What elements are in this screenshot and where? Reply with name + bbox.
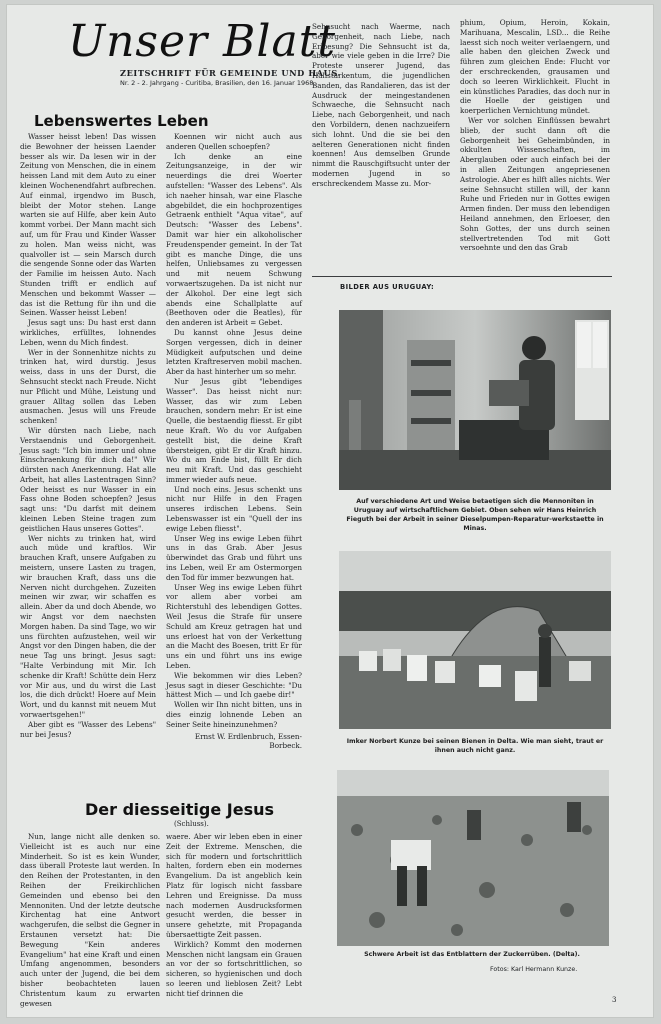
article-column-3 bbox=[312, 22, 450, 272]
gallery-label: BILDER AUS URUGUAY: bbox=[340, 283, 435, 291]
paragraph: Wer in der Sonnenhitze nichts zu trinken hat, wird durstig. Jesus weiss, dass in uns der Durst, die Sehnsucht steckt nach Freude. Nicht nur Pflicht und Mühe, Leistung und grauer Alltag sollen das Leben ausmachen. Jesus will uns Freude schenken! bbox=[20, 347, 156, 426]
paragraph: Wer nichts zu trinken hat, wird auch müde und kraftlos. Wir brauchen Kraft, unsere Aufgaben zu meistern, unsere Lasten zu tragen, wir brauchen Kraft, dass uns die Nerven nicht durchgehen. Zuzeiten meinen wir zwar, wir schaffen es allein. Aber da und doch Abende, wo wir Angst vor dem naechsten Morgen haben. Da sind Tage, wo wir uns fürchten aufzustehen, weil wir Angst vor den Dingen haben, die der neue Tag uns bringt. Jesus sagt: "Halte Verbindung mit Mir. Ich schenke dir Kraft! Schütte dein Herz vor Mir aus, und du wirst die Last los, die dich drückt! Hoere auf Mein Wort, und du kannst mit neuem Mut vorwaertsgehen!" bbox=[20, 533, 156, 720]
article-headline: Lebenswertes Leben bbox=[34, 112, 209, 130]
beekeeper-photo bbox=[339, 551, 611, 729]
article-column-2 bbox=[166, 132, 302, 792]
photo-caption: Auf verschiedene Art und Weise betaetigen sich die Mennoniten in Uruguay auf wirtschaftlichem Gebiet. Oben sehen wir Hans Heinrich Fieguth bei der Arbeit in seiner Dieselpumpen-Reparatur-werkstaette in Minas. bbox=[346, 498, 604, 532]
field-work-photo bbox=[337, 770, 609, 946]
article-column-5 bbox=[20, 832, 160, 1008]
paragraph: Sehnsucht nach Waerme, nach Geborgenheit, nach Liebe, nach Erloesung? Die Sehnsucht ist da, aber wie viele geben in die Irre? Die Proteste unserer Jugend, das Hallstarkentum, die jugendlichen Banden, das Randalieren, das ist der Ausdruck der meingestandenen Schwaeche, die Sehnsucht nach Liebe, nach Geborgenheit, und nach den Vorbildern, denen nachzueifern sich lohnt. Und die sie bei den aelteren Generationen nicht finden koennen! Aus demselben Grunde nimmt die Rauschgiftsucht unter der modernen Jugend in so erschreckendem Masse zu. Mor- bbox=[312, 22, 450, 188]
paragraph: Nur Jesus gibt "lebendiges Wasser". Das heisst nicht nur: Wasser, das wir zum Leben brauchen, sondern mehr: Er ist eine Quelle, die bestaendig fliesst. Er gibt neue Kraft. Wo du vor Aufgaben gestellt bist, die deine Kraft übersteigen, gibt Er dir Kraft hinzu. Wo du am Ende bist, füllt Er dich neu mit Kraft. Und das geschieht immer wieder aufs neue. bbox=[166, 376, 302, 484]
paragraph: Wasser heisst leben! Das wissen die Bewohner der heissen Laender besser als wir. Da lesen wir in der Zeitung von Menschen, die in einem heissen Land mit dem Auto zu einer kleinen Wochenendfahrt aufbrechen. Auf einmal, irgendwo im Busch, bleibt der Motor stehen. Lange warten sie auf Hilfe, aber kein Auto kommt vorbei. Der Mann macht sich auf, um für Frau und Kinder Wasser zu holen. Man weiss nicht, was qualvoller ist — sein Marsch durch die sengende Sonne oder das Warten der Familie im heissen Auto. Nach Stunden trifft er endlich auf Menschen und bekommt Wasser — das ist die Rettung für ihn und die Seinen. Wasser heisst Leben! bbox=[20, 132, 156, 318]
newspaper-subtitle: ZEITSCHRIFT FÜR GEMEINDE UND HAUS. bbox=[120, 68, 342, 78]
paragraph: Wie bekommen wir dies Leben? Jesus sagt in dieser Geschichte: "Du hättest Mich — und Ich gaebe dir!" bbox=[166, 670, 302, 700]
photo-caption: Schwere Arbeit ist das Entblattern der Zuckerrüben. (Delta). bbox=[364, 951, 580, 958]
workshop-photo bbox=[339, 310, 611, 490]
photo-caption: Imker Norbert Kunze bei seinen Bienen in Delta. Wie man sieht, traut er ihnen auch nicht ganz. bbox=[346, 738, 604, 754]
author-signature: Ernst W. Erdlenbruch, Essen-Borbeck. bbox=[194, 731, 302, 751]
paragraph: Jesus sagt uns: Du hast erst dann wirkliches, erfülltes, lohnendes Leben, wenn du Mich findest. bbox=[20, 318, 156, 347]
newspaper-page bbox=[6, 4, 654, 1018]
paragraph: Und noch eins. Jesus schenkt uns nicht nur Hilfe in den Fragen unseres irdischen Lebens. Sein Lebenswasser ist ein "Quell der ins ewige Leben fliesst". bbox=[166, 484, 302, 533]
paragraph: Aber gibt es "Wasser des Lebens" nur bei Jesus? bbox=[20, 719, 156, 739]
photo-credit: Fotos: Karl Hermann Kunze. bbox=[490, 966, 578, 973]
article-subheadline: (Schluss). bbox=[174, 820, 209, 828]
page-number: 3 bbox=[612, 996, 617, 1004]
paragraph: Wollen wir Ihn nicht bitten, uns in dies einzig lohnende Leben an Seiner Seite hineinzunehmen? bbox=[166, 700, 302, 729]
paragraph: Nun, lange nicht alle denken so. Vielleicht ist es auch nur eine Minderheit. So ist es kein Wunder, dass überall Proteste laut werden. In den Reihen der Protestanten, in den Reihen der Freikirchlichen Gemeinden und ebenso bei den Mennoniten. Und der letzte deutsche Kirchentag hat eine Antwort wachgerufen, die selbst die Gegner in Erstaunen versetzt hat: Die Bewegung "Kein anderes Evangelium" hat eine Kraft und einen Umfang angenommen, besonders auch unter der Jugend, die bei dem bisher beobachteten lauen Christentum kaum zu erwarten gewesen bbox=[20, 832, 160, 1008]
paragraph: waere. Aber wir leben eben in einer Zeit der Extreme. Menschen, die sich für modern und fortschrittlich halten, fordern eben ein modernes Evangelium. Da ist angeblich kein Platz für logisch nicht fassbare Lehren und Ereignisse. Da muss nach modernen Ausdrucksformen gesucht werden, die besser in unsere gehetzte, mit Propaganda übersaettigte Zeit passen. bbox=[166, 832, 302, 939]
article-column-4 bbox=[460, 18, 610, 272]
article-column-1 bbox=[20, 132, 156, 790]
section-divider bbox=[312, 276, 612, 277]
paragraph: Unser Weg ins ewige Leben führt uns in das Grab. Aber Jesus überwindet das Grab und führt uns ins Leben, weil Er am Ostermorgen den Tod für immer bezwungen hat. bbox=[166, 533, 302, 582]
paragraph: Wir dürsten nach Liebe, nach Verstaendnis und Geborgenheit. Jesus sagt: "Ich bin immer und ohne Einschraenkung für dich da!" Wir dürsten nach Anerkennung. Hat alle Arbeit, hat alles Lastentragen Sinn? Oder heisst es nur Wasser in ein Fass ohne Boden schoepfen? Jesus sagt uns: "Du darfst mit deinem kleinen Leben Steine tragen zum geistlichen Haus unseres Gottes". bbox=[20, 425, 156, 533]
article-column-6 bbox=[166, 832, 302, 996]
issue-line: Nr. 2 - 2. Jahrgang - Curitiba, Brasilien, den 16. Januar 1968. bbox=[120, 79, 316, 87]
paragraph: Ich denke an eine Zeitungsanzeige, in der wir neuerdings die drei Woerter aufstellen: "Wasser des Lebens". Als ich naeher hinsah, war eine Flasche abgebildet, die ein hochprozentiges Getraenk enthielt "Aqua vitae", auf Deutsch: "Wasser des Lebens". Damit war hier ein alkoholischer Freudenspender gemeint. In der Tat gibt es manche Dinge, die uns helfen, Unliebsames zu vergessen und mit neuem Schwung vorwaertszugehen. Da ist nicht nur der Alkohol. Der eine legt sich abends eine Schallplatte auf (Beethoven oder die Beatles), für den anderen ist Arbeit = Gebet. bbox=[166, 151, 302, 328]
article-headline: Der diesseitige Jesus bbox=[85, 800, 275, 819]
paragraph: Du kannst ohne Jesus deine Sorgen vergessen, dich in deiner Müdigkeit aufputschen und deine letzten Kraftreserven mobil machen. Aber da hast hinterher um so mehr. bbox=[166, 327, 302, 377]
workshop-photo-image bbox=[339, 310, 611, 490]
paragraph: Wirklich? Kommt den modernen Menschen nicht langsam ein Grauen an vor der so fortschrittlichen, so sicheren, so hygienischen und doch so leeren und lieblosen Zeit? Lebt nicht tief drinnen die bbox=[166, 939, 302, 998]
paragraph: Koennen wir nicht auch aus anderen Quellen schoepfen? bbox=[166, 132, 302, 151]
beekeeper-photo-image bbox=[339, 551, 611, 729]
paragraph: Wer vor solchen Einflüssen bewahrt blieb, der sucht dann oft die Geborgenheit bei Geheimbünden, in okkulten Wissenschaften, im Aberglauben oder auch einfach bei der in allen Zeitungen angepriesenen Astrologie. Aber es hilft alles nichts. Wer seine Sehnsucht stillen will, der kann Ruhe und Frieden nur in Gottes ewigen Armen finden. Der muss den lebendigen Heiland annehmen, den Erloeser, den Sohn Gottes, der uns durch seinen stellvertretenden Tod mit Gott versoehnte und den das Grab bbox=[460, 115, 610, 253]
field-work-photo-image bbox=[337, 770, 609, 946]
newspaper-title: Unser Blatt bbox=[68, 16, 337, 67]
paragraph: Unser Weg ins ewige Leben führt vor allem aber vorbei am Richterstuhl des lebendigen Gottes. Weil Jesus die Strafe für unsere Schuld am Kreuz getragen hat und uns erloest hat von der Verkettung an die Macht des Boesen, tritt Er für uns ein und führt uns ins ewige Leben. bbox=[166, 582, 302, 671]
paragraph: phium, Opium, Heroin, Kokain, Marihuana, Mescalin, LSD... die Reihe laesst sich noch weiter verlaengern, und alle haben den gleichen Zweck und führen zum gleichen Ende: Flucht vor der erschreckenden, grausamen und doch so leeren Wirklichkeit. Flucht in ein künstliches Paradies, das doch nur in die Hoelle der geistigen und koerperlichen Vernichtung mündet. bbox=[460, 18, 610, 116]
